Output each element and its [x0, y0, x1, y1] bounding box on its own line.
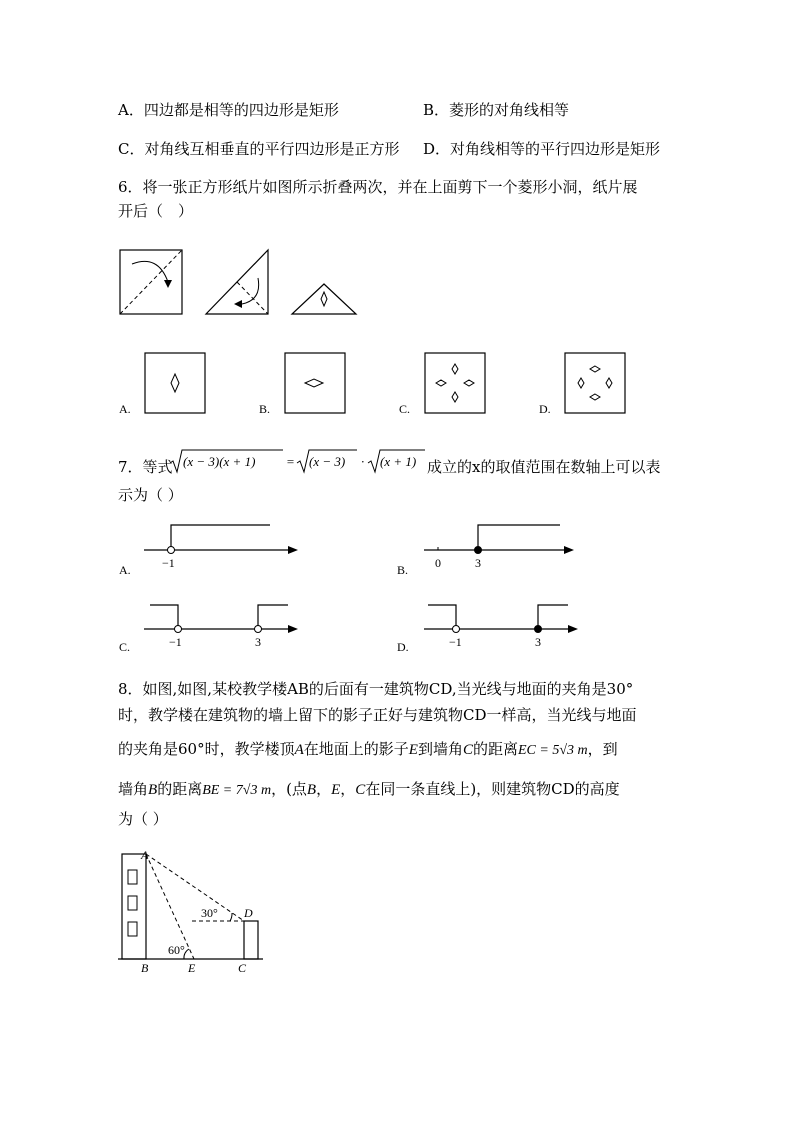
- q7-label-d: D.: [397, 640, 409, 654]
- q6-folding-figure: [118, 248, 363, 318]
- q8-point-e: E: [408, 742, 418, 758]
- q7-formula-right1: (x − 3): [309, 454, 346, 469]
- q8-line3-c: 在地面上的影子: [303, 740, 409, 758]
- q7-suffix: 成立的x的取值范围在数轴上可以表: [427, 458, 661, 476]
- q5-option-c: C．对角线互相垂直的平行四边形是正方形: [118, 140, 400, 158]
- q8-fig-angle-30: 30°: [201, 906, 218, 920]
- q6-label-d: D.: [539, 402, 551, 416]
- q8-line3-a: 的夹角是60°时，教学楼顶: [118, 740, 295, 758]
- q8-fig-label-e: E: [188, 961, 196, 975]
- q8-stem-line4: [118, 778, 620, 802]
- q8-ec-value: EC = 5√3 m: [518, 743, 588, 758]
- q7-label-a: A.: [119, 563, 131, 577]
- q8-line4-a: 墙角: [118, 780, 149, 798]
- q8-building-figure: [118, 848, 278, 978]
- q7-formula-left: (x − 3)(x + 1): [183, 454, 256, 469]
- q6-label-a: A.: [119, 402, 131, 416]
- q7-equals: =: [286, 454, 295, 469]
- q8-stem-line2: 时，教学楼在建筑物的墙上留下的影子正好与建筑物CD一样高，当光线与地面: [118, 706, 637, 724]
- q7-option-d-numberline: [420, 600, 585, 645]
- q7-option-b-numberline: [420, 520, 585, 565]
- q7-prefix: 7．等式: [118, 458, 173, 476]
- q8-line4-i: C: [355, 782, 366, 798]
- q8-stem-line1: 8．如图,如图,某校教学楼AB的后面有一建筑物CD,当光线与地面的夹角是30°: [118, 680, 634, 698]
- q6-label-c: C.: [399, 402, 411, 416]
- q7-label-c: C.: [119, 640, 131, 654]
- q7-c-tick-neg1: −1: [169, 635, 182, 649]
- q6-option-b-figure: [284, 352, 346, 414]
- q8-line3-h: ，到: [587, 740, 618, 758]
- q8-line4-f: ，: [316, 780, 332, 798]
- q7-b-tick-0: 0: [435, 556, 441, 570]
- q7-a-tick-neg1: −1: [162, 556, 175, 570]
- q7-label-b: B.: [397, 563, 409, 577]
- q8-point-a: A: [294, 742, 304, 758]
- q6-option-c-figure: [424, 352, 486, 414]
- q7-stem-line2: 示为（ ）: [118, 486, 183, 504]
- q7-option-c-numberline: [140, 600, 305, 645]
- q8-line4-e: B: [306, 782, 317, 798]
- q5-option-d: D．对角线相等的平行四边形是矩形: [423, 140, 661, 158]
- q8-be-value: BE = 7√3 m: [202, 783, 272, 798]
- q8-line4-j: 在同一条直线上)，则建筑物CD的高度: [365, 780, 620, 798]
- q8-line4-b: B: [148, 782, 158, 798]
- q8-stem-line3: [118, 738, 618, 762]
- q8-line4-c: 的距离: [157, 780, 203, 798]
- q6-label-b: B.: [259, 402, 271, 416]
- q7-b-tick-3: 3: [475, 556, 481, 570]
- q5-option-a: A．四边都是相等的四边形是矩形: [118, 101, 339, 119]
- q8-fig-label-d: D: [244, 906, 253, 920]
- q8-line3-e: 到墙角: [417, 740, 463, 758]
- q8-line3-g: 的距离: [472, 740, 518, 758]
- q7-d-tick-neg1: −1: [449, 635, 462, 649]
- q8-line4-h: ，: [340, 780, 356, 798]
- q5-option-b: B．菱形的对角线相等: [423, 101, 570, 119]
- q8-fig-label-a: A: [141, 848, 149, 862]
- q6-option-a-figure: [144, 352, 206, 414]
- q8-line4-g: E: [331, 782, 341, 798]
- q8-fig-angle-60: 60°: [168, 943, 185, 957]
- q8-line4-d: ，(点: [271, 780, 307, 798]
- q8-point-c: C: [462, 742, 473, 758]
- q7-d-tick-3: 3: [535, 635, 541, 649]
- q6-option-d-figure: [564, 352, 626, 414]
- q7-formula-right2: (x + 1): [380, 454, 417, 469]
- q8-stem-line5: 为（ ）: [118, 810, 168, 828]
- q7-c-tick-3: 3: [255, 635, 261, 649]
- q6-stem-line1: 6．将一张正方形纸片如图所示折叠两次，并在上面剪下一个菱形小洞，纸片展: [118, 178, 638, 196]
- q6-stem-line2: 开后（ ）: [118, 202, 194, 220]
- q8-fig-label-b: B: [141, 961, 149, 975]
- q7-dot: ·: [361, 454, 365, 469]
- q8-fig-label-c: C: [238, 961, 247, 975]
